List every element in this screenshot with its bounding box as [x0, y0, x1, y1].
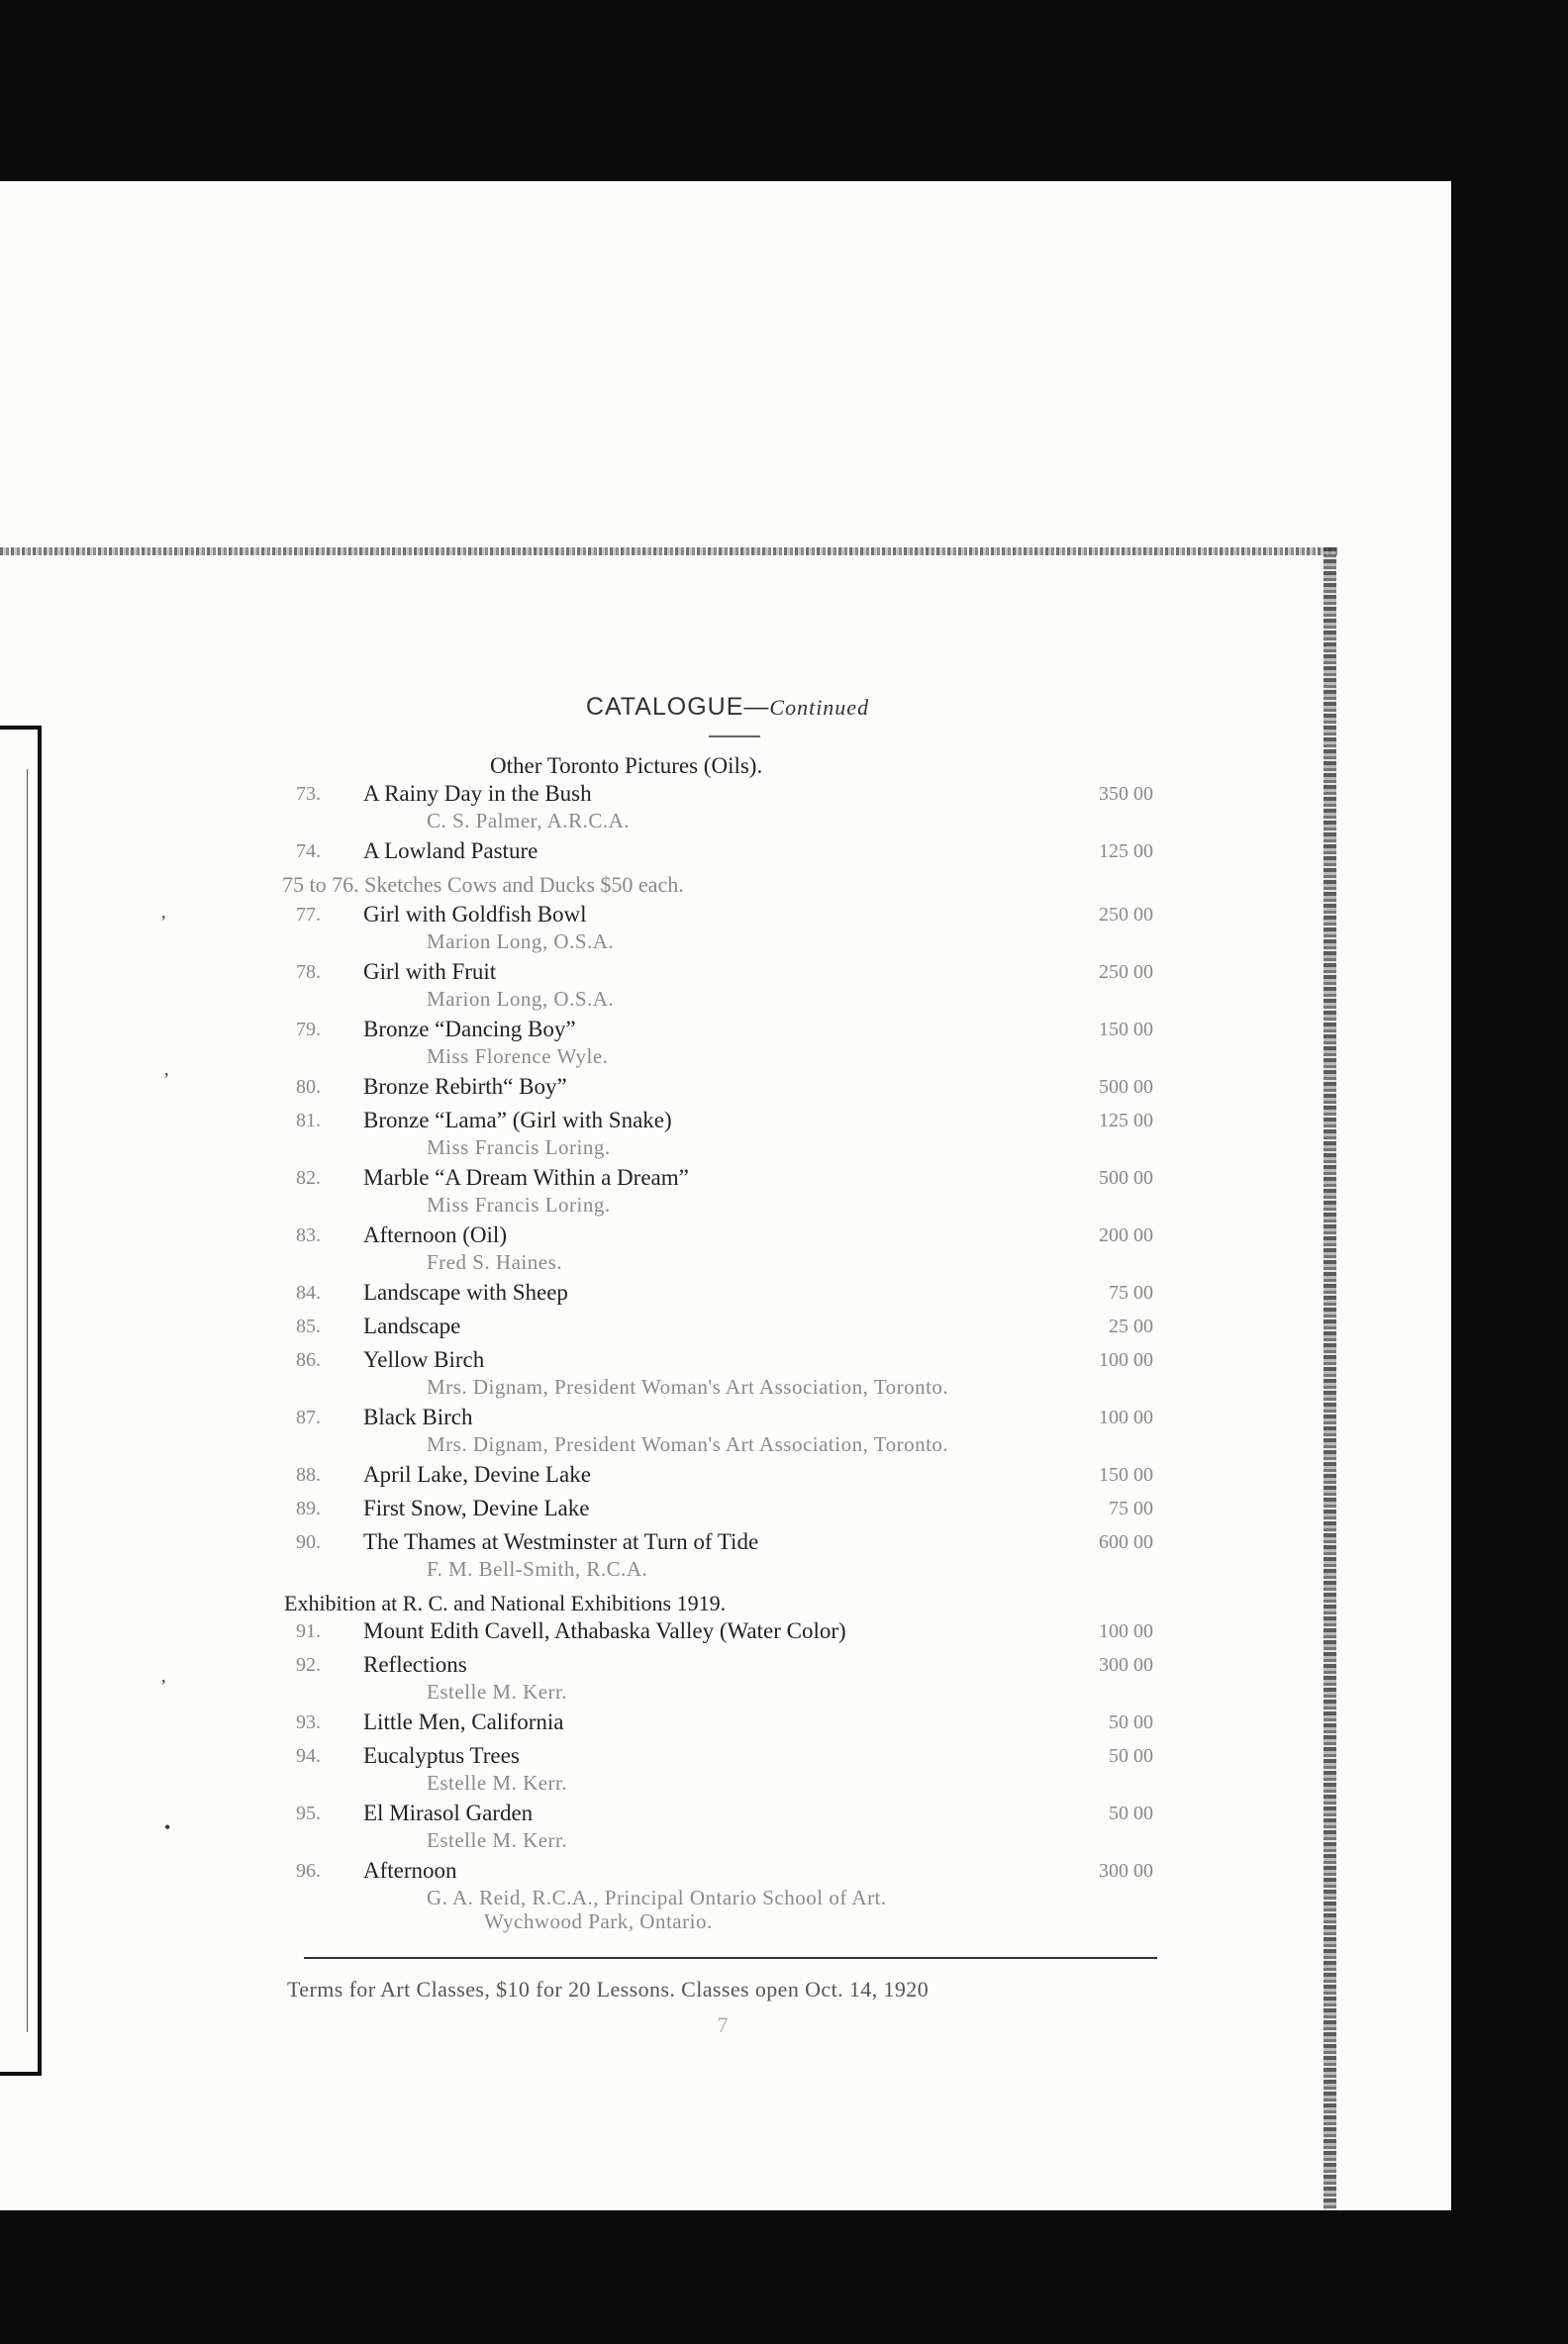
entry-title: Afternoon [363, 1858, 457, 1883]
entry-price: 75 00 [1109, 1282, 1153, 1304]
entry-number: 74. [296, 840, 321, 862]
entry-number: 81. [296, 1110, 321, 1131]
entry-list-2 [282, 1616, 1153, 1937]
catalogue-entry [282, 1403, 1153, 1432]
entry-artist: Miss Francis Loring. [427, 1193, 611, 1217]
entry-number: 89. [296, 1498, 321, 1519]
entry-artist: Marion Long, O.S.A. [427, 987, 615, 1011]
entry-title: Girl with Fruit [363, 959, 497, 984]
catalogue-entry [282, 900, 1153, 929]
catalogue-entry [282, 1015, 1153, 1044]
catalogue-entry [282, 1741, 1153, 1771]
margin-speck: , [161, 902, 166, 922]
entry-price: 50 00 [1109, 1745, 1153, 1767]
entry-price: 50 00 [1109, 1711, 1153, 1733]
catalogue-content [282, 693, 1153, 2038]
entry-price: 50 00 [1109, 1803, 1153, 1824]
entry-artist: Miss Francis Loring. [427, 1135, 611, 1159]
entry-price: 150 00 [1099, 1019, 1153, 1040]
margin-speck: , [161, 1666, 166, 1686]
catalogue-entry [282, 1527, 1153, 1557]
entry-title: El Mirasol Garden [363, 1801, 534, 1825]
entry-price: 125 00 [1099, 840, 1153, 862]
catalogue-entry [282, 779, 1153, 809]
entry-price: 300 00 [1099, 1860, 1153, 1882]
entry-title: Reflections [363, 1652, 467, 1677]
entry-title: Little Men, California [363, 1709, 564, 1734]
entry-title: A Lowland Pasture [363, 838, 539, 863]
entry-number: 96. [296, 1860, 321, 1882]
entry-price: 100 00 [1099, 1349, 1153, 1371]
entry-number: 87. [296, 1407, 321, 1428]
catalogue-entry [282, 1494, 1153, 1523]
entry-title: Bronze “Lama” (Girl with Snake) [363, 1108, 672, 1132]
catalogue-entry [282, 957, 1153, 987]
entry-price: 125 00 [1099, 1110, 1153, 1131]
catalogue-entry [282, 1072, 1153, 1102]
entry-price: 250 00 [1099, 904, 1153, 926]
catalogue-entry [282, 1345, 1153, 1375]
entry-number: 85. [296, 1316, 321, 1337]
entry-title: Marble “A Dream Within a Dream” [363, 1165, 689, 1190]
entry-artist-address: Wychwood Park, Ontario. [484, 1909, 713, 1933]
catalogue-title [431, 693, 1025, 722]
entry-number: 92. [296, 1654, 321, 1676]
entry-title: April Lake, Devine Lake [363, 1462, 591, 1487]
catalogue-note: 75 to 76. Sketches Cows and Ducks $50 each. [282, 872, 684, 897]
entry-artist: Mrs. Dignam, President Woman's Art Association, Toronto. [427, 1375, 949, 1399]
entry-title: Afternoon (Oil) [363, 1222, 507, 1247]
section-heading: Other Toronto Pictures (Oils). [490, 753, 763, 778]
margin-speck: , [164, 1059, 169, 1079]
entry-title: The Thames at Westminster at Turn of Tide [363, 1529, 759, 1554]
entry-artist: Estelle M. Kerr. [427, 1771, 568, 1795]
entry-title: Landscape with Sheep [363, 1280, 568, 1305]
entry-number: 91. [296, 1620, 321, 1642]
entry-price: 75 00 [1109, 1498, 1153, 1519]
entry-artist: Miss Florence Wyle. [427, 1044, 609, 1068]
entry-price: 500 00 [1099, 1167, 1153, 1189]
entry-artist: Estelle M. Kerr. [427, 1828, 568, 1852]
entry-number: 80. [296, 1076, 321, 1098]
catalogue-entry [282, 1799, 1153, 1828]
entry-title: A Rainy Day in the Bush [363, 781, 592, 806]
entry-price: 250 00 [1099, 961, 1153, 983]
entry-title: First Snow, Devine Lake [363, 1496, 590, 1520]
entry-artist: G. A. Reid, R.C.A., Principal Ontario School of Art. [427, 1886, 887, 1909]
title-continued: Continued [769, 695, 870, 720]
catalogue-entry [282, 1278, 1153, 1308]
section-heading-2: Exhibition at R. C. and National Exhibitions 1919. [284, 1591, 727, 1615]
entry-title: Mount Edith Cavell, Athabaska Valley (Water Color) [363, 1618, 846, 1643]
entry-number: 73. [296, 783, 321, 805]
entry-price: 350 00 [1099, 783, 1153, 805]
frame-top-border [0, 547, 1338, 555]
entry-number: 83. [296, 1224, 321, 1246]
entry-number: 79. [296, 1019, 321, 1040]
entry-artist: Mrs. Dignam, President Woman's Art Association, Toronto. [427, 1432, 949, 1456]
entry-number: 94. [296, 1745, 321, 1767]
entry-price: 600 00 [1099, 1531, 1153, 1553]
entry-artist: Estelle M. Kerr. [427, 1680, 568, 1704]
entry-artist: Marion Long, O.S.A. [427, 929, 615, 953]
entry-number: 77. [296, 904, 321, 926]
catalogue-entry [282, 1650, 1153, 1680]
entry-number: 82. [296, 1167, 321, 1189]
catalogue-entry [282, 1856, 1153, 1886]
entry-title: Landscape [363, 1314, 461, 1338]
entry-price: 100 00 [1099, 1620, 1153, 1642]
left-page-box [0, 726, 42, 2076]
catalogue-entry [282, 1163, 1153, 1193]
entry-artist: C. S. Palmer, A.R.C.A. [427, 809, 631, 832]
frame-right-border [1323, 547, 1336, 2210]
entry-number: 78. [296, 961, 321, 983]
catalogue-entry [282, 836, 1153, 866]
terms-text: Terms for Art Classes, $10 for 20 Lessons. Classes open Oct. 14, 1920 [287, 1977, 930, 2002]
entry-price: 500 00 [1099, 1076, 1153, 1098]
entry-title: Black Birch [363, 1405, 473, 1429]
entry-number: 84. [296, 1282, 321, 1304]
catalogue-entry [282, 1221, 1153, 1250]
catalogue-entry [282, 1708, 1153, 1737]
entry-number: 86. [296, 1349, 321, 1371]
entry-price: 200 00 [1099, 1224, 1153, 1246]
entry-number: 93. [296, 1711, 321, 1733]
entry-number: 95. [296, 1803, 321, 1824]
entry-title: Yellow Birch [363, 1347, 485, 1372]
catalogue-entry [282, 1106, 1153, 1135]
bottom-rule [304, 1957, 1157, 1959]
entry-number: 88. [296, 1464, 321, 1486]
page-number: 7 [717, 2012, 729, 2037]
catalogue-entry [282, 1616, 1153, 1646]
entry-price: 300 00 [1099, 1654, 1153, 1676]
entry-title: Girl with Goldfish Bowl [363, 902, 587, 927]
title-text: CATALOGUE— [585, 693, 770, 721]
entry-price: 100 00 [1099, 1407, 1153, 1428]
entry-price: 150 00 [1099, 1464, 1153, 1486]
entry-title: Bronze Rebirth“ Boy” [363, 1074, 567, 1099]
title-rule [709, 735, 760, 737]
entry-title: Eucalyptus Trees [363, 1743, 520, 1768]
entry-artist: F. M. Bell-Smith, R.C.A. [427, 1557, 648, 1581]
entry-price: 25 00 [1109, 1316, 1153, 1337]
entry-title: Bronze “Dancing Boy” [363, 1017, 576, 1041]
catalogue-entry [282, 1460, 1153, 1490]
catalogue-entry [282, 1312, 1153, 1341]
entry-artist: Fred S. Haines. [427, 1250, 562, 1274]
entry-number: 90. [296, 1531, 321, 1553]
entry-list [282, 779, 1153, 1585]
margin-speck: • [164, 1817, 171, 1837]
